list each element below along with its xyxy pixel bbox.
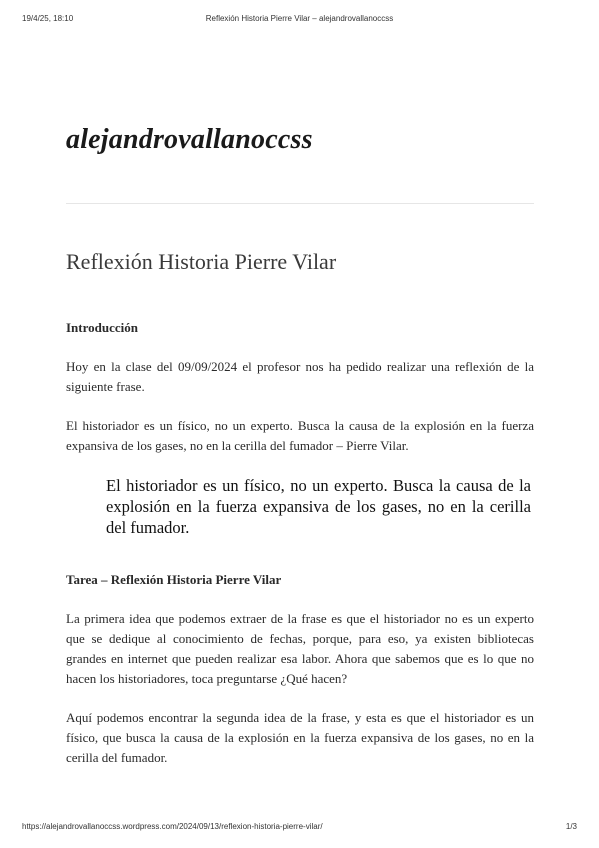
post-content <box>66 318 534 787</box>
paragraph-quote-text: El historiador es un físico, no un experto. Busca la causa de la explosión en la fuerza expansiva de los gases, no en la cerilla del fumador – Pierre Vilar. <box>66 418 534 453</box>
paragraph-second-idea: Aquí podemos encontrar la segunda idea de la frase, y esta es que el historiador es un físico, que busca la causa de la explosión en la fuerza expansiva de los gases, no en la cerilla del fumador. <box>66 710 534 765</box>
task-heading: Tarea – Reflexión Historia Pierre Vilar <box>66 572 282 587</box>
post-title: Reflexión Historia Pierre Vilar <box>66 249 337 274</box>
print-document-title: Reflexión Historia Pierre Vilar – alejandrovallanoccss <box>205 14 394 23</box>
paragraph-first-idea: La primera idea que podemos extraer de la frase es que el historiador no es un experto que se dedique al conocimiento de fechas, porque, para eso, ya existen bibliotecas grandes en internet que pueden realizar esa labor. Ahora que sabemos que es lo que no hacen los historiadores, toca preguntarse ¿Qué hacen? <box>66 611 534 686</box>
print-timestamp: 19/4/25, 18:10 <box>22 14 74 23</box>
intro-heading: Introducción <box>66 320 138 335</box>
site-title-link[interactable]: alejandrovallanoccss <box>66 124 313 155</box>
header-divider <box>66 203 534 204</box>
print-footer <box>22 822 577 834</box>
paragraph-class-date: Hoy en la clase del 09/09/2024 el profesor nos ha pedido realizar una reflexión de la siguiente frase. <box>66 359 534 394</box>
print-url: https://alejandrovallanoccss.wordpress.com/2024/09/13/reflexion-historia-pierre-vilar/ <box>22 822 323 831</box>
quote-scan-image: El historiador es un físico, no un experto. Busca la causa de la explosión en la fuerza expansiva de los gases, no en la cerilla del fumador. <box>106 476 531 537</box>
page-number: 1/3 <box>565 822 577 831</box>
print-header <box>22 14 577 26</box>
